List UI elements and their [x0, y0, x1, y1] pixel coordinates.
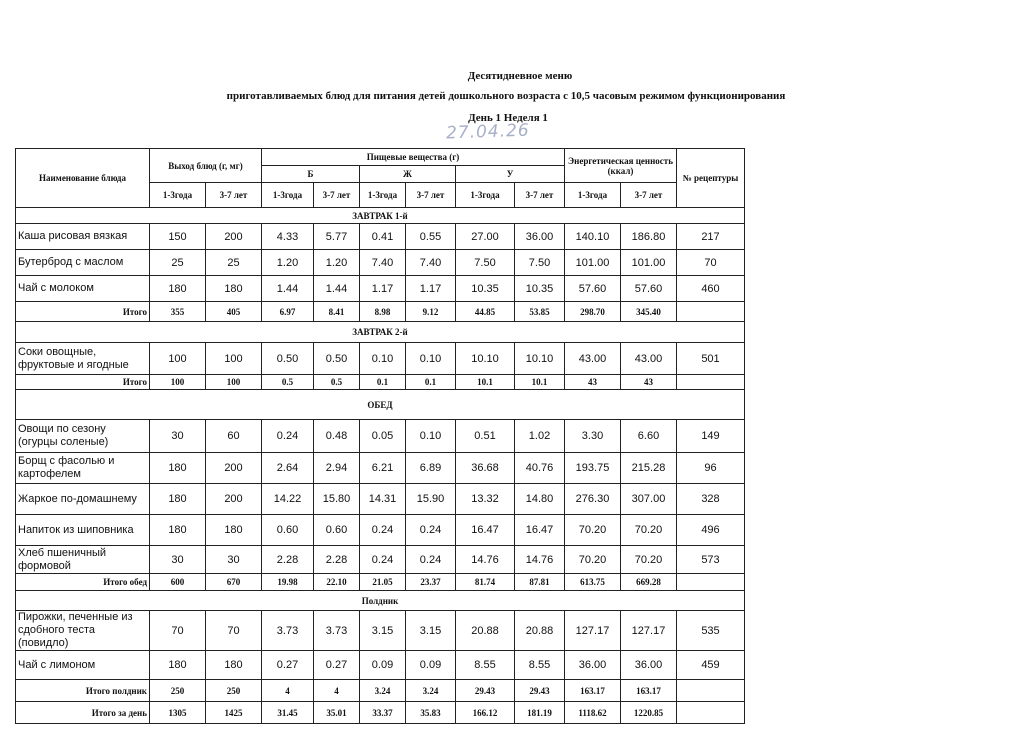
header-yield: Выход блюд (г, мг) — [150, 149, 262, 183]
section-snack: Полдник — [16, 591, 745, 611]
nutrition-value: 7.40 — [406, 250, 456, 276]
nutrition-value: 1.44 — [314, 276, 360, 302]
nutrition-value: 20.88 — [515, 611, 565, 651]
nutrition-value: 10.10 — [456, 343, 515, 375]
total-value: 345.40 — [621, 302, 677, 322]
total-value: 81.74 — [456, 574, 515, 591]
nutrition-value: 180 — [206, 515, 262, 546]
total-value: 9.12 — [406, 302, 456, 322]
nutrition-value: 43.00 — [565, 343, 621, 375]
total-value: 6.97 — [262, 302, 314, 322]
nutrition-value: 0.50 — [262, 343, 314, 375]
total-label: Итого полдник — [16, 680, 150, 702]
total-value: 10.1 — [456, 375, 515, 390]
total-value: 29.43 — [456, 680, 515, 702]
nutrition-value: 276.30 — [565, 484, 621, 515]
table-row — [16, 250, 745, 276]
dish-name: Борщ с фасолью и картофелем — [16, 453, 150, 484]
table-row — [16, 343, 745, 375]
total-label: Итого — [16, 375, 150, 390]
nutrition-value: 307.00 — [621, 484, 677, 515]
nutrition-value: 10.35 — [515, 276, 565, 302]
header-age: 3-7 лет — [406, 183, 456, 208]
total-value: 355 — [150, 302, 206, 322]
nutrition-value: 0.60 — [262, 515, 314, 546]
total-row — [16, 702, 745, 724]
header-age: 3-7 лет — [515, 183, 565, 208]
nutrition-value: 0.24 — [360, 546, 406, 574]
total-value: 4 — [262, 680, 314, 702]
total-row — [16, 680, 745, 702]
header-age: 1-3года — [262, 183, 314, 208]
nutrition-value: 193.75 — [565, 453, 621, 484]
nutrition-value: 100 — [150, 343, 206, 375]
nutrition-value: 70.20 — [621, 515, 677, 546]
nutrition-value: 1.44 — [262, 276, 314, 302]
nutrition-value: 180 — [150, 453, 206, 484]
header-energy: Энергетическая ценность (ккал) — [565, 149, 677, 183]
total-row — [16, 375, 745, 390]
nutrition-value: 127.17 — [565, 611, 621, 651]
total-value: 100 — [206, 375, 262, 390]
header-recipe-no: № рецептуры — [677, 149, 745, 208]
nutrition-value: 0.48 — [314, 420, 360, 453]
nutrition-value: 57.60 — [621, 276, 677, 302]
total-value: 670 — [206, 574, 262, 591]
nutrition-value: 180 — [150, 651, 206, 680]
section-breakfast1: ЗАВТРАК 1-й — [16, 208, 745, 224]
total-value: 21.05 — [360, 574, 406, 591]
header-age: 3-7 лет — [621, 183, 677, 208]
total-label: Итого за день — [16, 702, 150, 724]
total-label: Итого обед — [16, 574, 150, 591]
nutrition-value: 0.27 — [314, 651, 360, 680]
total-value: 53.85 — [515, 302, 565, 322]
total-value: 298.70 — [565, 302, 621, 322]
nutrition-value: 1.02 — [515, 420, 565, 453]
nutrition-value: 0.10 — [406, 420, 456, 453]
nutrition-value: 70.20 — [565, 546, 621, 574]
total-value: 87.81 — [515, 574, 565, 591]
nutrition-value: 36.68 — [456, 453, 515, 484]
total-value: 163.17 — [621, 680, 677, 702]
nutrition-value: 36.00 — [515, 224, 565, 250]
nutrition-value: 3.73 — [314, 611, 360, 651]
nutrition-value: 180 — [206, 651, 262, 680]
document-subtitle: приготавливаемых блюд для питания детей дошкольного возраста с 10,5 часовым режимом функционирования — [226, 90, 786, 102]
table-row — [16, 453, 745, 484]
nutrition-value: 15.80 — [314, 484, 360, 515]
nutrition-value: 0.55 — [406, 224, 456, 250]
table-row — [16, 276, 745, 302]
total-value: 22.10 — [314, 574, 360, 591]
table-row — [16, 546, 745, 574]
nutrition-value: 180 — [150, 484, 206, 515]
nutrition-value: 70.20 — [565, 515, 621, 546]
nutrition-value: 0.60 — [314, 515, 360, 546]
nutrition-value: 0.51 — [456, 420, 515, 453]
total-value: 1220.85 — [621, 702, 677, 724]
nutrition-value: 180 — [206, 276, 262, 302]
nutrition-value: 15.90 — [406, 484, 456, 515]
total-value: 43 — [621, 375, 677, 390]
total-value: 29.43 — [515, 680, 565, 702]
nutrition-value: 1.17 — [406, 276, 456, 302]
recipe-number: 96 — [677, 453, 745, 484]
section-lunch: ОБЕД — [16, 390, 745, 420]
nutrition-value: 2.64 — [262, 453, 314, 484]
total-value: 669.28 — [621, 574, 677, 591]
recipe-number — [677, 574, 745, 591]
nutrition-value: 30 — [206, 546, 262, 574]
nutrition-value: 3.30 — [565, 420, 621, 453]
nutrition-value: 70 — [150, 611, 206, 651]
table-row — [16, 420, 745, 453]
dish-name: Чай с лимоном — [16, 651, 150, 680]
nutrition-value: 200 — [206, 453, 262, 484]
day-week-label: День 1 Неделя 1 — [468, 112, 548, 124]
nutrition-value: 10.35 — [456, 276, 515, 302]
nutrition-value: 36.00 — [621, 651, 677, 680]
dish-name: Хлеб пшеничный формовой — [16, 546, 150, 574]
nutrition-value: 8.55 — [456, 651, 515, 680]
dish-name: Соки овощные, фруктовые и ягодные — [16, 343, 150, 375]
table-row — [16, 224, 745, 250]
nutrition-value: 180 — [150, 515, 206, 546]
nutrition-value: 10.10 — [515, 343, 565, 375]
handwritten-date: 27.04.26 — [445, 120, 531, 144]
total-value: 8.98 — [360, 302, 406, 322]
total-value: 166.12 — [456, 702, 515, 724]
total-value: 0.1 — [406, 375, 456, 390]
dish-name: Бутерброд с маслом — [16, 250, 150, 276]
nutrition-value: 6.89 — [406, 453, 456, 484]
total-value: 3.24 — [360, 680, 406, 702]
total-value: 44.85 — [456, 302, 515, 322]
nutrition-value: 0.27 — [262, 651, 314, 680]
total-row — [16, 302, 745, 322]
nutrition-value: 60 — [206, 420, 262, 453]
nutrition-value: 186.80 — [621, 224, 677, 250]
nutrition-value: 13.32 — [456, 484, 515, 515]
nutrition-value: 70.20 — [621, 546, 677, 574]
total-value: 33.37 — [360, 702, 406, 724]
nutrition-value: 0.24 — [406, 515, 456, 546]
nutrition-value: 1.17 — [360, 276, 406, 302]
recipe-number: 149 — [677, 420, 745, 453]
dish-name: Чай с молоком — [16, 276, 150, 302]
nutrition-value: 27.00 — [456, 224, 515, 250]
recipe-number — [677, 302, 745, 322]
nutrition-value: 43.00 — [621, 343, 677, 375]
section-breakfast2: ЗАВТРАК 2-й — [16, 322, 745, 343]
header-nutrients: Пищевые вещества (г) — [262, 149, 565, 166]
nutrition-value: 30 — [150, 420, 206, 453]
nutrition-value: 150 — [150, 224, 206, 250]
nutrition-value: 0.09 — [406, 651, 456, 680]
header-age: 3-7 лет — [314, 183, 360, 208]
total-label: Итого — [16, 302, 150, 322]
nutrition-value: 0.41 — [360, 224, 406, 250]
nutrition-value: 3.73 — [262, 611, 314, 651]
nutrition-value: 101.00 — [565, 250, 621, 276]
nutrition-value: 215.28 — [621, 453, 677, 484]
nutrition-value: 0.05 — [360, 420, 406, 453]
nutrition-value: 14.80 — [515, 484, 565, 515]
table-row — [16, 515, 745, 546]
table-row — [16, 611, 745, 651]
nutrition-value: 100 — [206, 343, 262, 375]
header-age: 1-3года — [565, 183, 621, 208]
header-age: 3-7 лет — [206, 183, 262, 208]
total-value: 250 — [206, 680, 262, 702]
total-row — [16, 574, 745, 591]
total-value: 43 — [565, 375, 621, 390]
nutrition-value: 40.76 — [515, 453, 565, 484]
nutrition-value: 57.60 — [565, 276, 621, 302]
nutrition-value: 180 — [150, 276, 206, 302]
dish-name: Каша рисовая вязкая — [16, 224, 150, 250]
total-value: 8.41 — [314, 302, 360, 322]
recipe-number: 217 — [677, 224, 745, 250]
nutrition-value: 6.60 — [621, 420, 677, 453]
nutrition-value: 3.15 — [406, 611, 456, 651]
nutrition-value: 7.40 — [360, 250, 406, 276]
total-value: 1425 — [206, 702, 262, 724]
total-value: 35.01 — [314, 702, 360, 724]
dish-name: Напиток из шиповника — [16, 515, 150, 546]
total-value: 3.24 — [406, 680, 456, 702]
total-value: 1305 — [150, 702, 206, 724]
recipe-number: 460 — [677, 276, 745, 302]
nutrition-value: 200 — [206, 224, 262, 250]
total-value: 10.1 — [515, 375, 565, 390]
table-row — [16, 651, 745, 680]
header-age: 1-3года — [360, 183, 406, 208]
header-age: 1-3года — [150, 183, 206, 208]
recipe-number — [677, 702, 745, 724]
nutrition-value: 70 — [206, 611, 262, 651]
nutrition-value: 5.77 — [314, 224, 360, 250]
dish-name: Овощи по сезону (огурцы соленые) — [16, 420, 150, 453]
total-value: 600 — [150, 574, 206, 591]
header-age: 1-3года — [456, 183, 515, 208]
nutrition-value: 7.50 — [515, 250, 565, 276]
nutrition-value: 3.15 — [360, 611, 406, 651]
recipe-number — [677, 680, 745, 702]
nutrition-value: 14.22 — [262, 484, 314, 515]
recipe-number: 496 — [677, 515, 745, 546]
total-value: 405 — [206, 302, 262, 322]
nutrition-value: 14.76 — [515, 546, 565, 574]
nutrition-value: 140.10 — [565, 224, 621, 250]
recipe-number: 501 — [677, 343, 745, 375]
nutrition-value: 8.55 — [515, 651, 565, 680]
nutrition-value: 2.28 — [314, 546, 360, 574]
total-value: 250 — [150, 680, 206, 702]
nutrition-value: 14.76 — [456, 546, 515, 574]
nutrition-value: 1.20 — [314, 250, 360, 276]
recipe-number: 573 — [677, 546, 745, 574]
nutrition-value: 14.31 — [360, 484, 406, 515]
recipe-number: 70 — [677, 250, 745, 276]
nutrition-value: 25 — [150, 250, 206, 276]
nutrition-value: 0.24 — [406, 546, 456, 574]
nutrition-value: 0.09 — [360, 651, 406, 680]
header-b: Б — [262, 166, 360, 183]
nutrition-value: 0.24 — [262, 420, 314, 453]
nutrition-value: 20.88 — [456, 611, 515, 651]
nutrition-value: 2.28 — [262, 546, 314, 574]
total-value: 19.98 — [262, 574, 314, 591]
nutrition-value: 0.50 — [314, 343, 360, 375]
total-value: 0.5 — [314, 375, 360, 390]
total-value: 35.83 — [406, 702, 456, 724]
nutrition-value: 7.50 — [456, 250, 515, 276]
nutrition-value: 0.24 — [360, 515, 406, 546]
total-value: 163.17 — [565, 680, 621, 702]
menu-table — [15, 148, 745, 724]
nutrition-value: 36.00 — [565, 651, 621, 680]
nutrition-value: 127.17 — [621, 611, 677, 651]
header-zh: Ж — [360, 166, 456, 183]
nutrition-value: 101.00 — [621, 250, 677, 276]
nutrition-value: 4.33 — [262, 224, 314, 250]
recipe-number — [677, 375, 745, 390]
recipe-number: 535 — [677, 611, 745, 651]
recipe-number: 328 — [677, 484, 745, 515]
total-value: 0.1 — [360, 375, 406, 390]
document-title: Десятидневное меню — [467, 70, 573, 82]
header-dish-name: Наименование блюда — [16, 149, 150, 208]
nutrition-value: 0.10 — [360, 343, 406, 375]
dish-name: Жаркое по-домашнему — [16, 484, 150, 515]
nutrition-value: 25 — [206, 250, 262, 276]
nutrition-value: 16.47 — [456, 515, 515, 546]
total-value: 100 — [150, 375, 206, 390]
total-value: 4 — [314, 680, 360, 702]
total-value: 31.45 — [262, 702, 314, 724]
nutrition-value: 2.94 — [314, 453, 360, 484]
total-value: 0.5 — [262, 375, 314, 390]
nutrition-value: 30 — [150, 546, 206, 574]
total-value: 181.19 — [515, 702, 565, 724]
dish-name: Пирожки, печенные из сдобного теста (повидло) — [16, 611, 150, 651]
nutrition-value: 16.47 — [515, 515, 565, 546]
recipe-number: 459 — [677, 651, 745, 680]
nutrition-value: 6.21 — [360, 453, 406, 484]
total-value: 1118.62 — [565, 702, 621, 724]
nutrition-value: 1.20 — [262, 250, 314, 276]
header-u: У — [456, 166, 565, 183]
total-value: 613.75 — [565, 574, 621, 591]
nutrition-value: 200 — [206, 484, 262, 515]
table-row — [16, 484, 745, 515]
nutrition-value: 0.10 — [406, 343, 456, 375]
total-value: 23.37 — [406, 574, 456, 591]
